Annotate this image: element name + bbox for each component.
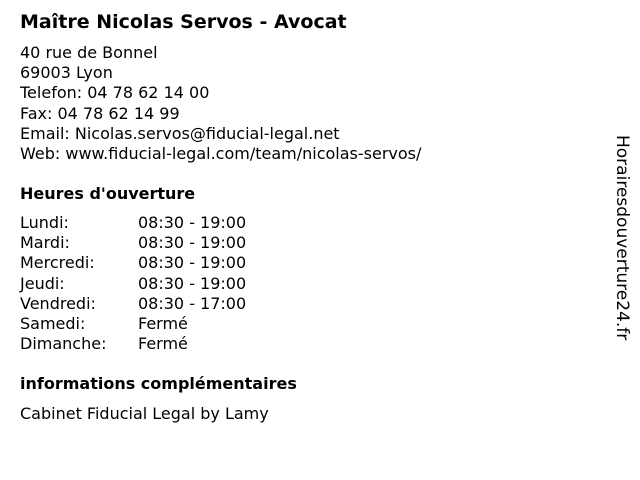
fax-number: Fax: 04 78 62 14 99 (20, 103, 180, 123)
page-title: Maître Nicolas Servos - Avocat (20, 11, 347, 33)
hours-row-lundi (20, 213, 320, 233)
time-value: 08:30 - 19:00 (138, 273, 247, 293)
hours-row-vendredi (20, 294, 320, 314)
time-value: 08:30 - 19:00 (138, 233, 247, 253)
hours-row-mardi (20, 233, 320, 253)
time-value: Fermé (138, 334, 188, 354)
website-url: Web: www.fiducial-legal.com/team/nicolas-servos/ (20, 144, 422, 164)
day-label: Lundi: (20, 213, 69, 232)
brand-watermark (612, 135, 632, 371)
day-label: Samedi: (20, 313, 86, 333)
day-label: Jeudi: (20, 273, 65, 293)
brand-text: Horairesdouverture24.fr (612, 135, 632, 341)
hours-row-dimanche (20, 334, 320, 354)
opening-hours-list (20, 213, 320, 354)
time-value: Fermé (138, 313, 188, 333)
hours-row-jeudi (20, 274, 320, 294)
day-label: Vendredi: (20, 293, 96, 313)
street-address: 40 rue de Bonnel (20, 43, 158, 62)
time-value: 08:30 - 17:00 (138, 293, 247, 313)
address-block (20, 43, 421, 164)
phone-number: Telefon: 04 78 62 14 00 (20, 83, 210, 103)
email-address: Email: Nicolas.servos@fiducial-legal.net (20, 123, 340, 143)
hours-row-samedi (20, 314, 320, 334)
opening-hours-heading: Heures d'ouverture (20, 184, 196, 203)
day-label: Dimanche: (20, 334, 107, 354)
city-address: 69003 Lyon (20, 63, 113, 83)
day-label: Mardi: (20, 233, 70, 253)
additional-info-text: Cabinet Fiducial Legal by Lamy (20, 404, 269, 423)
day-label: Mercredi: (20, 253, 95, 273)
time-value: 08:30 - 19:00 (138, 253, 247, 273)
time-value: 08:30 - 19:00 (138, 213, 247, 232)
hours-row-mercredi (20, 253, 320, 273)
additional-info-heading: informations complémentaires (20, 374, 297, 393)
